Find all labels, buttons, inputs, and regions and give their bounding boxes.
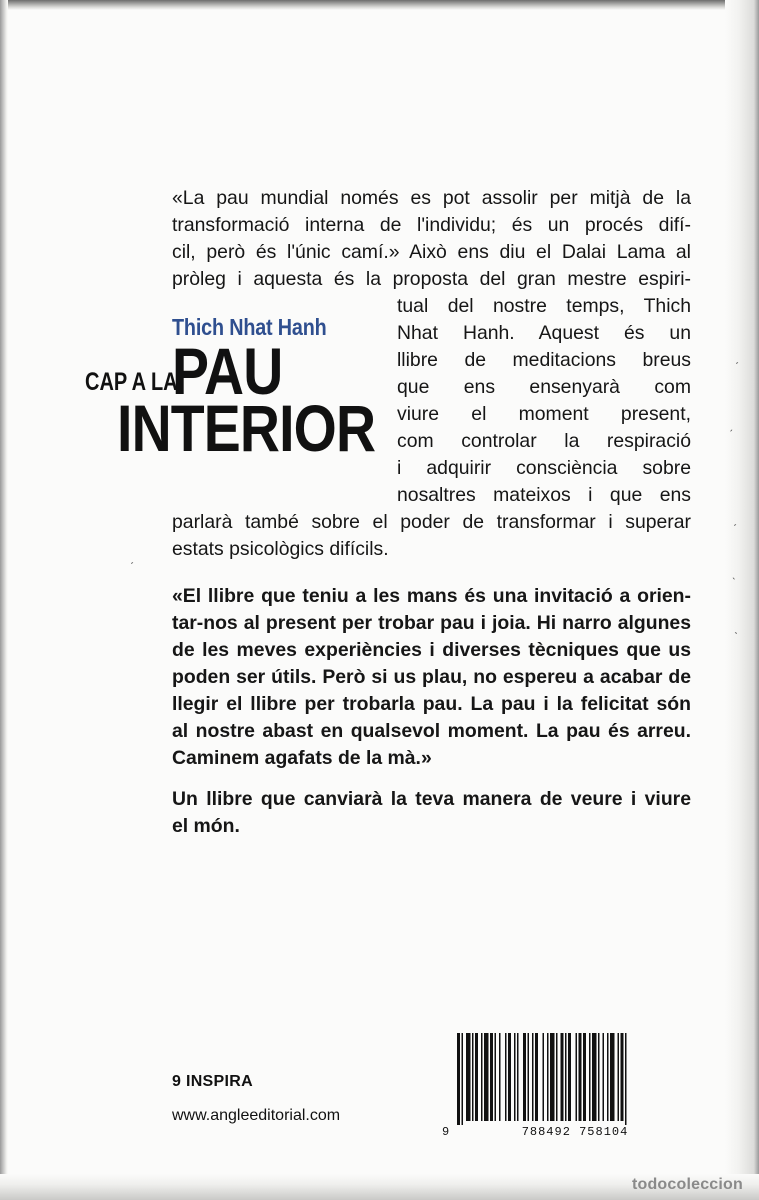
barcode-bar xyxy=(583,1033,586,1121)
intro-line: i adquirir consciència sobre xyxy=(397,457,691,479)
book-author: Thich Nhat Hanh xyxy=(172,314,327,340)
barcode-bar xyxy=(576,1033,578,1121)
barcode-bar xyxy=(535,1033,538,1121)
quote-line: «El llibre que teniu a les mans és una invitació a orien- xyxy=(172,585,691,607)
intro-line: tual del nostre temps, Thich xyxy=(397,295,691,317)
barcode-bar xyxy=(462,1033,464,1125)
scan-speck: ˋ xyxy=(734,630,738,644)
intro-line: nosaltres mateixos i que ens xyxy=(397,484,691,506)
barcode-bar xyxy=(484,1033,489,1121)
barcode-bar xyxy=(528,1033,530,1121)
barcode-bars xyxy=(455,1033,695,1125)
barcode-bar xyxy=(561,1033,564,1121)
closing-line: Un llibre que canviarà la teva manera de veure i viure xyxy=(172,788,691,810)
quote-line: de les meves experiències i diverses tècniques que us xyxy=(172,639,691,661)
intro-line: «La pau mundial només es pot assolir per mitjà de la xyxy=(172,187,691,209)
barcode-bar xyxy=(547,1033,549,1121)
barcode-bar xyxy=(603,1033,605,1121)
barcode-bar xyxy=(556,1033,558,1121)
scan-edge-right xyxy=(725,0,759,1200)
intro-line: que ens ensenyarà com xyxy=(397,376,691,398)
barcode-bar xyxy=(610,1033,615,1121)
barcode-bar xyxy=(589,1033,591,1121)
scan-speck: ˏ xyxy=(729,418,733,432)
intro-line: Nhat Hanh. Aquest és un xyxy=(397,322,691,344)
barcode-bar xyxy=(598,1033,600,1121)
book-title-interior: INTERIOR xyxy=(117,391,376,465)
barcode-bar xyxy=(523,1033,526,1121)
series-label: 9 INSPIRA xyxy=(172,1073,253,1090)
barcode-bar xyxy=(543,1033,545,1121)
quote-line: Caminem agafats de la mà.» xyxy=(172,747,432,769)
barcode-bar xyxy=(505,1033,507,1121)
barcode-bar xyxy=(517,1033,519,1121)
barcode-bar xyxy=(607,1033,609,1121)
scan-edge-left xyxy=(0,0,8,1200)
barcode-bar xyxy=(481,1033,483,1121)
book-title-pau: PAU xyxy=(172,334,283,408)
barcode-bar xyxy=(532,1033,534,1121)
barcode-bar xyxy=(514,1033,516,1121)
barcode-bar xyxy=(621,1033,624,1121)
barcode-lead-digit: 9 xyxy=(442,1125,450,1139)
quote-line: poden ser útils. Però si us plau, no espereu a acabar de xyxy=(172,666,691,688)
barcode-bar xyxy=(568,1033,571,1121)
intro-line: cil, però és l'únic camí.» Això ens diu el Dalai Lama al xyxy=(172,241,691,263)
barcode-bar xyxy=(457,1033,460,1125)
barcode-bar xyxy=(466,1033,471,1121)
watermark: todocoleccion xyxy=(631,1176,743,1193)
barcode-bar xyxy=(508,1033,511,1121)
barcode-bar xyxy=(490,1033,493,1121)
scan-speck: ˊ xyxy=(735,360,739,374)
scan-speck: ˊ xyxy=(130,560,134,574)
barcode-bar xyxy=(592,1033,597,1121)
closing-line: el món. xyxy=(172,815,240,837)
intro-line: parlarà també sobre el poder de transformar i superar xyxy=(172,511,691,533)
intro-line: pròleg i aquesta és la proposta del gran mestre espiri- xyxy=(172,268,691,290)
barcode-bar xyxy=(550,1033,555,1121)
quote-line: al nostre abast en qualsevol moment. La pau és arreu. xyxy=(172,720,691,742)
intro-line: transformació interna de l'individu; és un procés difí- xyxy=(172,214,691,236)
scan-speck: ˎ xyxy=(732,566,736,580)
barcode-bar xyxy=(565,1033,567,1121)
barcode-bar xyxy=(625,1033,627,1125)
intro-line: estats psicològics difícils. xyxy=(172,538,389,560)
barcode-bar xyxy=(499,1033,501,1121)
barcode-bar xyxy=(495,1033,497,1121)
barcode-bar xyxy=(475,1033,478,1121)
scan-speck: ˊ xyxy=(733,522,737,536)
quote-line: tar-nos al present per trobar pau i joia. Hi narro algunes xyxy=(172,612,691,634)
book-title-cap-a-la: CAP A LA xyxy=(85,368,178,396)
intro-line: viure el moment present, xyxy=(397,403,691,425)
barcode-bar xyxy=(579,1033,582,1121)
barcode-bar xyxy=(618,1033,620,1121)
isbn-barcode xyxy=(455,1033,695,1143)
quote-line: llegir el llibre per trobarla pau. La pau i la felicitat són xyxy=(172,693,691,715)
scan-edge-top xyxy=(0,0,759,10)
barcode-bar xyxy=(472,1033,474,1121)
intro-line: com controlar la respiració xyxy=(397,430,691,452)
intro-line: llibre de meditacions breus xyxy=(397,349,691,371)
publisher-website: www.angleeditorial.com xyxy=(172,1107,341,1124)
barcode-digits: 788492 758104 xyxy=(521,1125,629,1139)
